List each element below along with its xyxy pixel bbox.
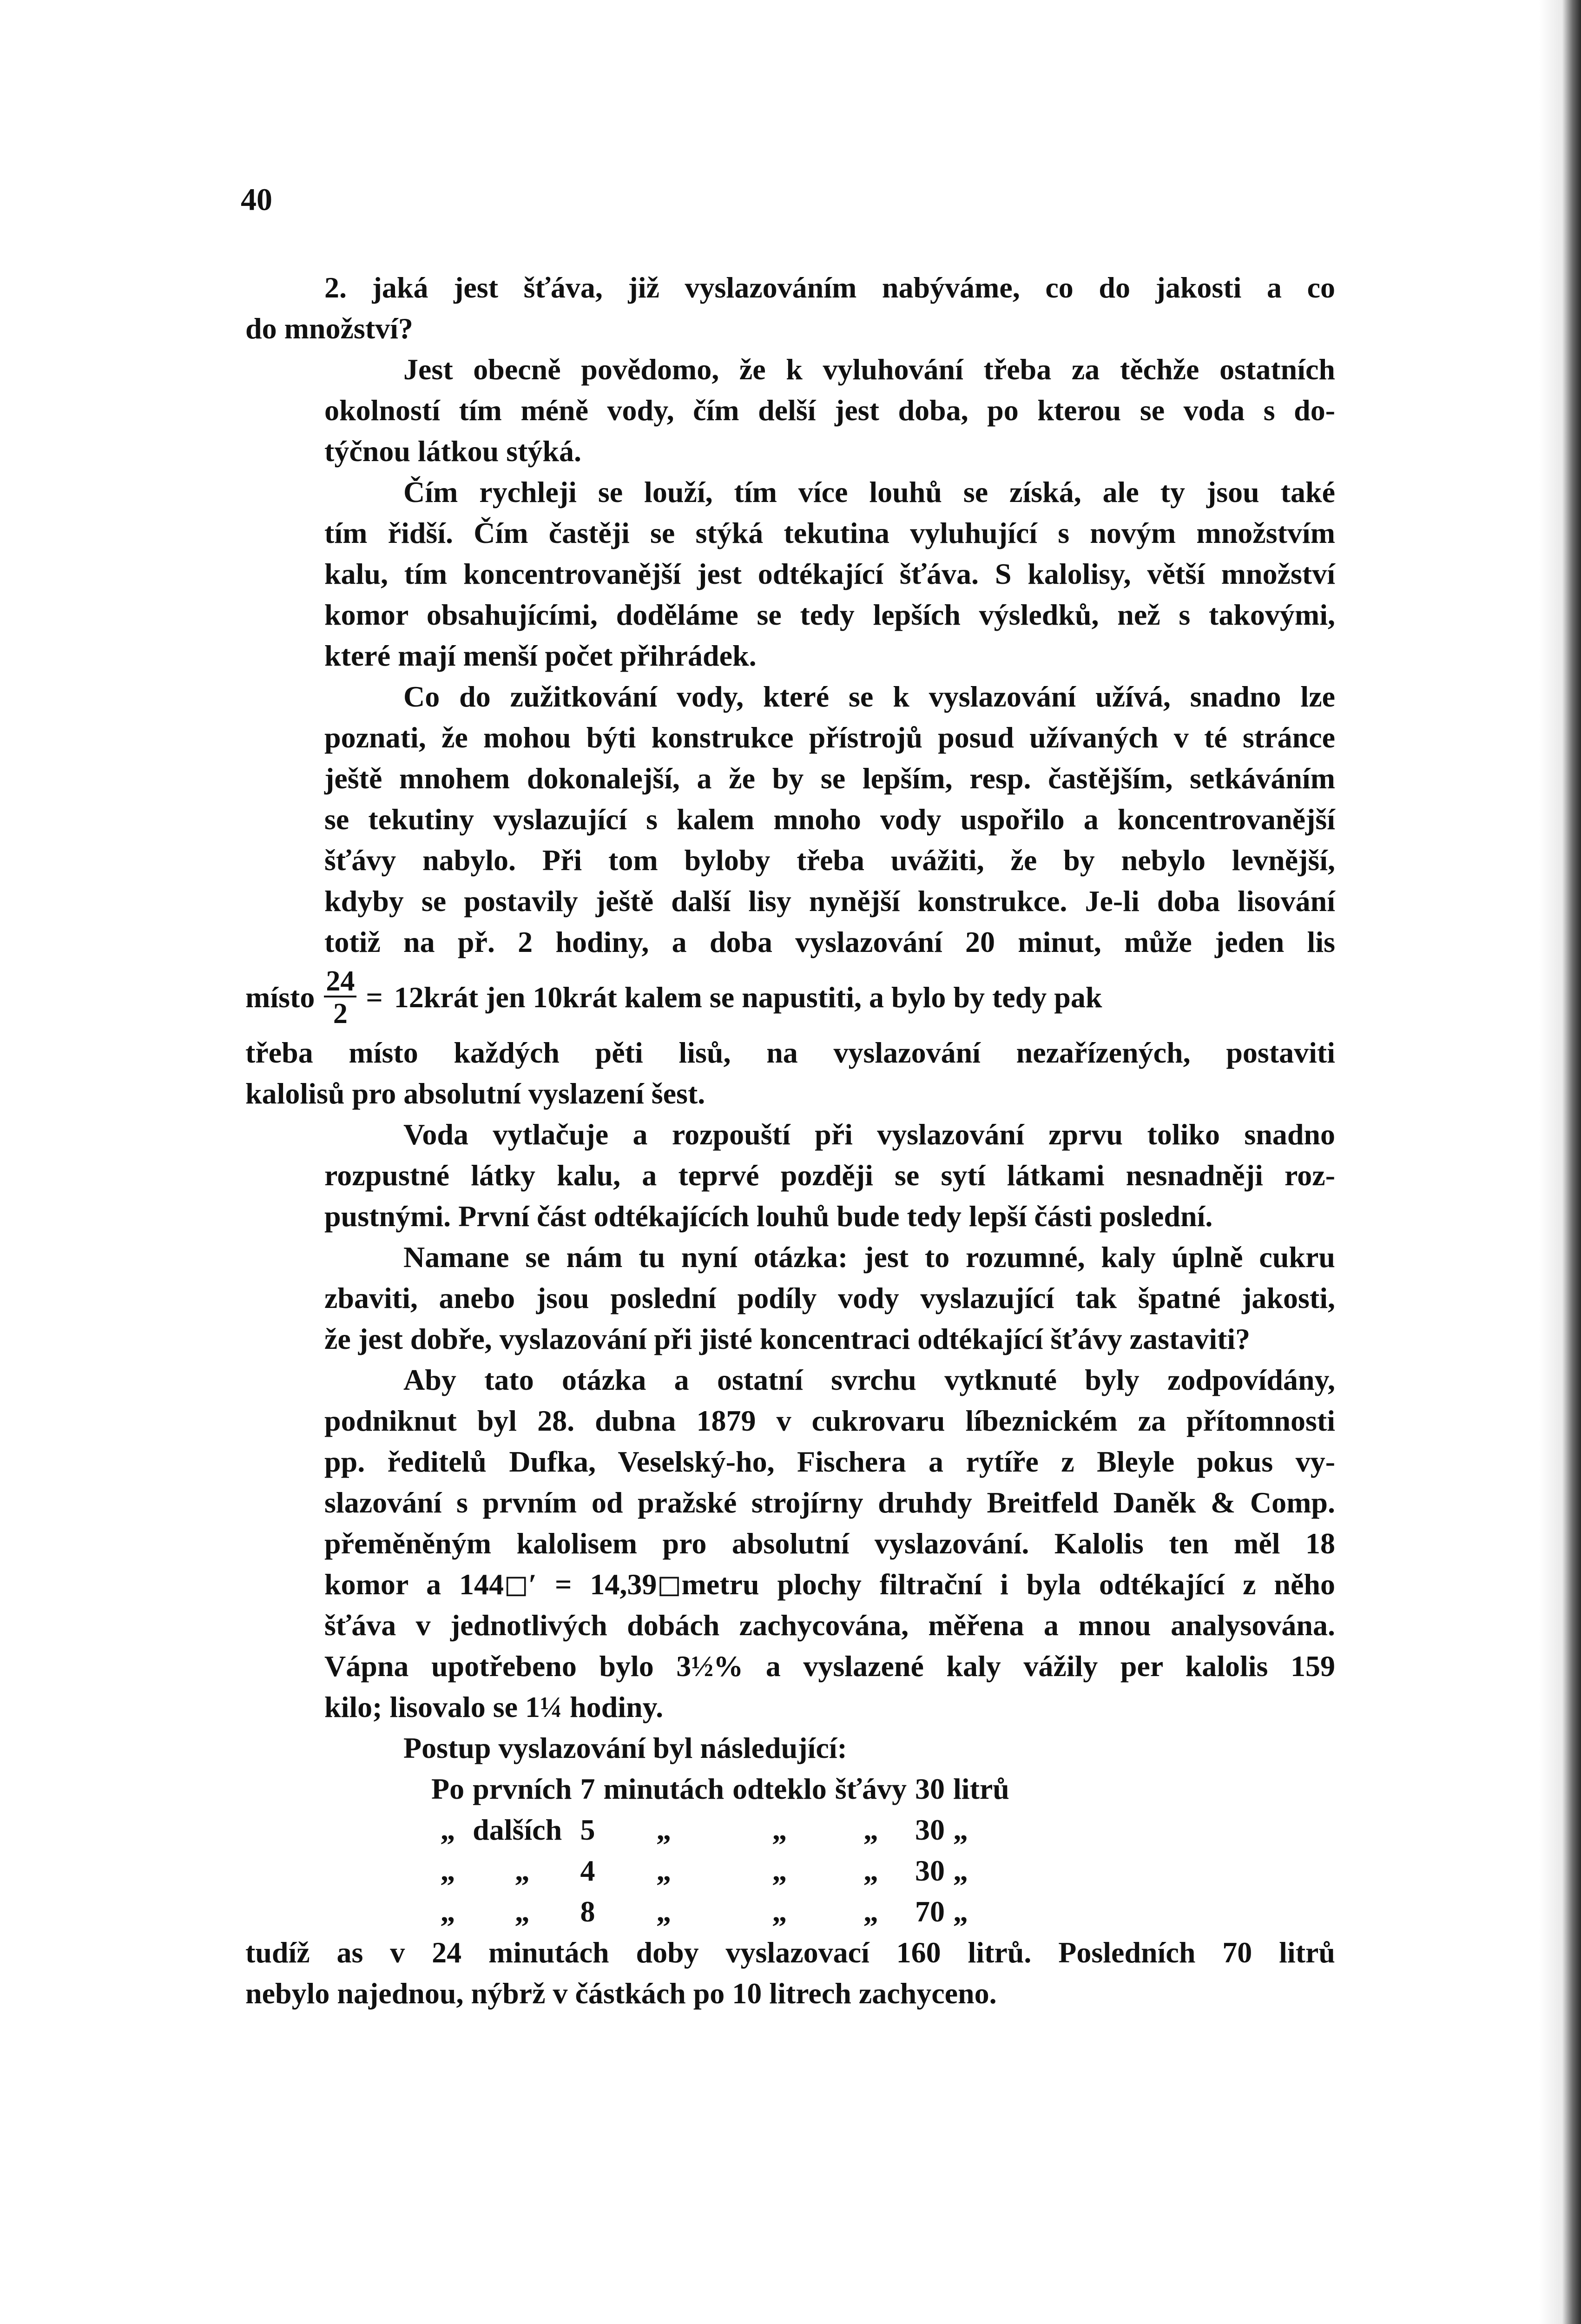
fraction bbox=[324, 967, 356, 1028]
text-line: komor obsahujícími, doděláme se tedy lepších výsledků, než s takovými, bbox=[324, 598, 1335, 631]
table-cell: 4 bbox=[580, 1854, 595, 1887]
text-line: 2. jaká jest šťáva, již vyslazováním nabýváme, co do jakosti a co bbox=[324, 271, 1335, 304]
table-cell: „ bbox=[514, 1854, 530, 1887]
paragraph-closing bbox=[245, 1932, 1335, 2014]
scan-binding-edge bbox=[1539, 0, 1581, 2324]
table-row bbox=[431, 1769, 1018, 1809]
outflow-table bbox=[431, 1769, 1018, 1932]
paragraph-question bbox=[245, 267, 1335, 349]
table-cell: „ bbox=[440, 1854, 455, 1887]
table-cell: 30 bbox=[915, 1813, 945, 1846]
text-line: kilo; lisovalo se 1¼ hodiny. bbox=[324, 1690, 664, 1723]
table-cell: „ bbox=[863, 1854, 878, 1887]
table-cell: 8 bbox=[580, 1895, 595, 1928]
table-cell: „ bbox=[440, 1813, 455, 1846]
table-cell: „ bbox=[772, 1895, 787, 1928]
text-line: nebylo najednou, nýbrž v částkách po 10 litrech zachyceno. bbox=[245, 1977, 997, 2010]
page-number: 40 bbox=[241, 182, 272, 217]
paragraph bbox=[245, 1237, 1335, 1360]
text-line: Co do zužitkování vody, které se k vyslazování užívá, snadno lze bbox=[403, 680, 1335, 713]
paragraph bbox=[245, 349, 1335, 472]
text-line: pustnými. První část odtékajících louhů bude tedy lepší části poslední. bbox=[324, 1200, 1213, 1233]
text-line: podniknut byl 28. dubna 1879 v cukrovaru líbeznickém za přítomnosti bbox=[324, 1404, 1335, 1437]
table-cell: dalších bbox=[473, 1813, 562, 1846]
text-line: kalu, tím koncentrovanější jest odtékající šťáva. S kalolisy, větší množství bbox=[324, 557, 1335, 590]
table-cell: odteklo bbox=[732, 1772, 827, 1805]
table-cell: 30 bbox=[915, 1854, 945, 1887]
text-line: týčnou látkou stýká. bbox=[324, 435, 581, 468]
table-cell: „ bbox=[772, 1813, 787, 1846]
table-cell: „ bbox=[953, 1895, 968, 1928]
table-cell: „ bbox=[514, 1895, 530, 1928]
table-cell: „ bbox=[863, 1895, 878, 1928]
table-cell: „ bbox=[953, 1813, 968, 1846]
text-line: Namane se nám tu nyní otázka: jest to rozumné, kaly úplně cukru bbox=[403, 1241, 1335, 1274]
text-line: slazování s prvním od pražské strojírny druhdy Breitfeld Daněk & Comp. bbox=[324, 1486, 1335, 1519]
text-line: Voda vytlačuje a rozpouští při vyslazování zprvu toliko snadno bbox=[403, 1118, 1335, 1151]
text-line: okolností tím méně vody, čím delší jest doba, po kterou se voda s do- bbox=[324, 394, 1335, 427]
table-cell: „ bbox=[656, 1813, 672, 1846]
text-line: rozpustné látky kalu, a teprvé později se sytí látkami nesnadněji roz- bbox=[324, 1159, 1335, 1192]
text-line: zbaviti, anebo jsou poslední podíly vody vyslazující tak špatné jakosti, bbox=[324, 1281, 1335, 1314]
table-cell: 70 bbox=[915, 1895, 945, 1928]
text-line: se tekutiny vyslazující s kalem mnoho vody uspořilo a koncentrovanější bbox=[324, 803, 1335, 836]
text-line: šťávy nabylo. Při tom byloby třeba uvážiti, že by nebylo levnější, bbox=[324, 844, 1335, 877]
text-line: totiž na př. 2 hodiny, a doba vyslazování 20 minut, může jeden lis bbox=[324, 925, 1335, 958]
text-line: komor a 144◻′ = 14,39◻metru plochy filtrační i byla odtékající z něho bbox=[324, 1568, 1335, 1601]
paragraph bbox=[245, 676, 1335, 963]
table-cell: prvních bbox=[473, 1772, 572, 1805]
paragraph bbox=[245, 1360, 1335, 1728]
text-line: pp. ředitelů Dufka, Veselský-ho, Fischera a rytíře z Bleyle pokus vy- bbox=[324, 1445, 1335, 1478]
formula-equals: = bbox=[366, 981, 383, 1014]
text-line: Postup vyslazování byl následující: bbox=[403, 1731, 847, 1764]
text-line: Aby tato otázka a ostatní svrchu vytknuté byly zodpovídány, bbox=[403, 1363, 1335, 1396]
text-line: třeba místo každých pěti lisů, na vyslazování nezařízených, postaviti bbox=[245, 1036, 1335, 1069]
text-line: přeměněným kalolisem pro absolutní vyslazování. Kalolis ten měl 18 bbox=[324, 1527, 1335, 1560]
table-row bbox=[431, 1850, 1018, 1891]
fraction-denominator: 2 bbox=[333, 998, 348, 1030]
paragraph bbox=[245, 472, 1335, 676]
paragraph bbox=[245, 1728, 1335, 1769]
text-line: tudíž as v 24 minutách doby vyslazovací 160 litrů. Posledních 70 litrů bbox=[245, 1936, 1335, 1969]
paragraph bbox=[245, 1114, 1335, 1237]
text-line: Čím rychleji se louží, tím více louhů se získá, ale ty jsou také bbox=[403, 475, 1335, 508]
table-row bbox=[431, 1891, 1018, 1932]
table-cell: 30 bbox=[915, 1772, 945, 1805]
table-cell: 5 bbox=[580, 1813, 595, 1846]
text-line: které mají menší počet přihrádek. bbox=[324, 639, 757, 672]
table-row bbox=[431, 1809, 1018, 1850]
text-line: Vápna upotřebeno bylo 3½% a vyslazené kaly vážily per kalolis 159 bbox=[324, 1650, 1335, 1683]
text-line: ještě mnohem dokonalejší, a že by se lepším, resp. častějším, setkáváním bbox=[324, 762, 1335, 795]
formula-rest: 12krát jen 10krát kalem se napustiti, a bylo by tedy pak bbox=[394, 981, 1102, 1014]
text-line: Jest obecně povědomo, že k vyluhování třeba za těchže ostatních bbox=[403, 353, 1335, 386]
table-cell: litrů bbox=[953, 1772, 1009, 1805]
table-cell: minutách bbox=[603, 1772, 725, 1805]
table-cell: Po bbox=[431, 1772, 465, 1805]
table-cell: „ bbox=[656, 1854, 672, 1887]
table-cell: šťávy bbox=[835, 1772, 907, 1805]
text-line: tím řidší. Čím častěji se stýká tekutina vyluhující s novým množstvím bbox=[324, 516, 1335, 549]
text-line: do množství? bbox=[245, 312, 413, 345]
table-cell: „ bbox=[953, 1854, 968, 1887]
text-line: že jest dobře, vyslazování při jisté koncentraci odtékající šťávy zastaviti? bbox=[324, 1322, 1251, 1355]
fraction-formula bbox=[245, 963, 1335, 1032]
paragraph bbox=[245, 1032, 1335, 1114]
table-cell: 7 bbox=[580, 1772, 595, 1805]
body-text bbox=[245, 267, 1335, 2014]
text-line: poznati, že mohou býti konstrukce přístrojů posud užívaných v té stránce bbox=[324, 721, 1335, 754]
table-cell: „ bbox=[656, 1895, 672, 1928]
formula-prefix: místo bbox=[245, 981, 315, 1014]
table-cell: „ bbox=[863, 1813, 878, 1846]
fraction-numerator: 24 bbox=[324, 967, 356, 997]
table-cell: „ bbox=[772, 1854, 787, 1887]
text-line: šťáva v jednotlivých dobách zachycována, měřena a mnou analysována. bbox=[324, 1609, 1335, 1642]
text-line: kalolisů pro absolutní vyslazení šest. bbox=[245, 1077, 705, 1110]
text-line: kdyby se postavily ještě další lisy nynější konstrukce. Je-li doba lisování bbox=[324, 885, 1335, 918]
table-cell: „ bbox=[440, 1895, 455, 1928]
